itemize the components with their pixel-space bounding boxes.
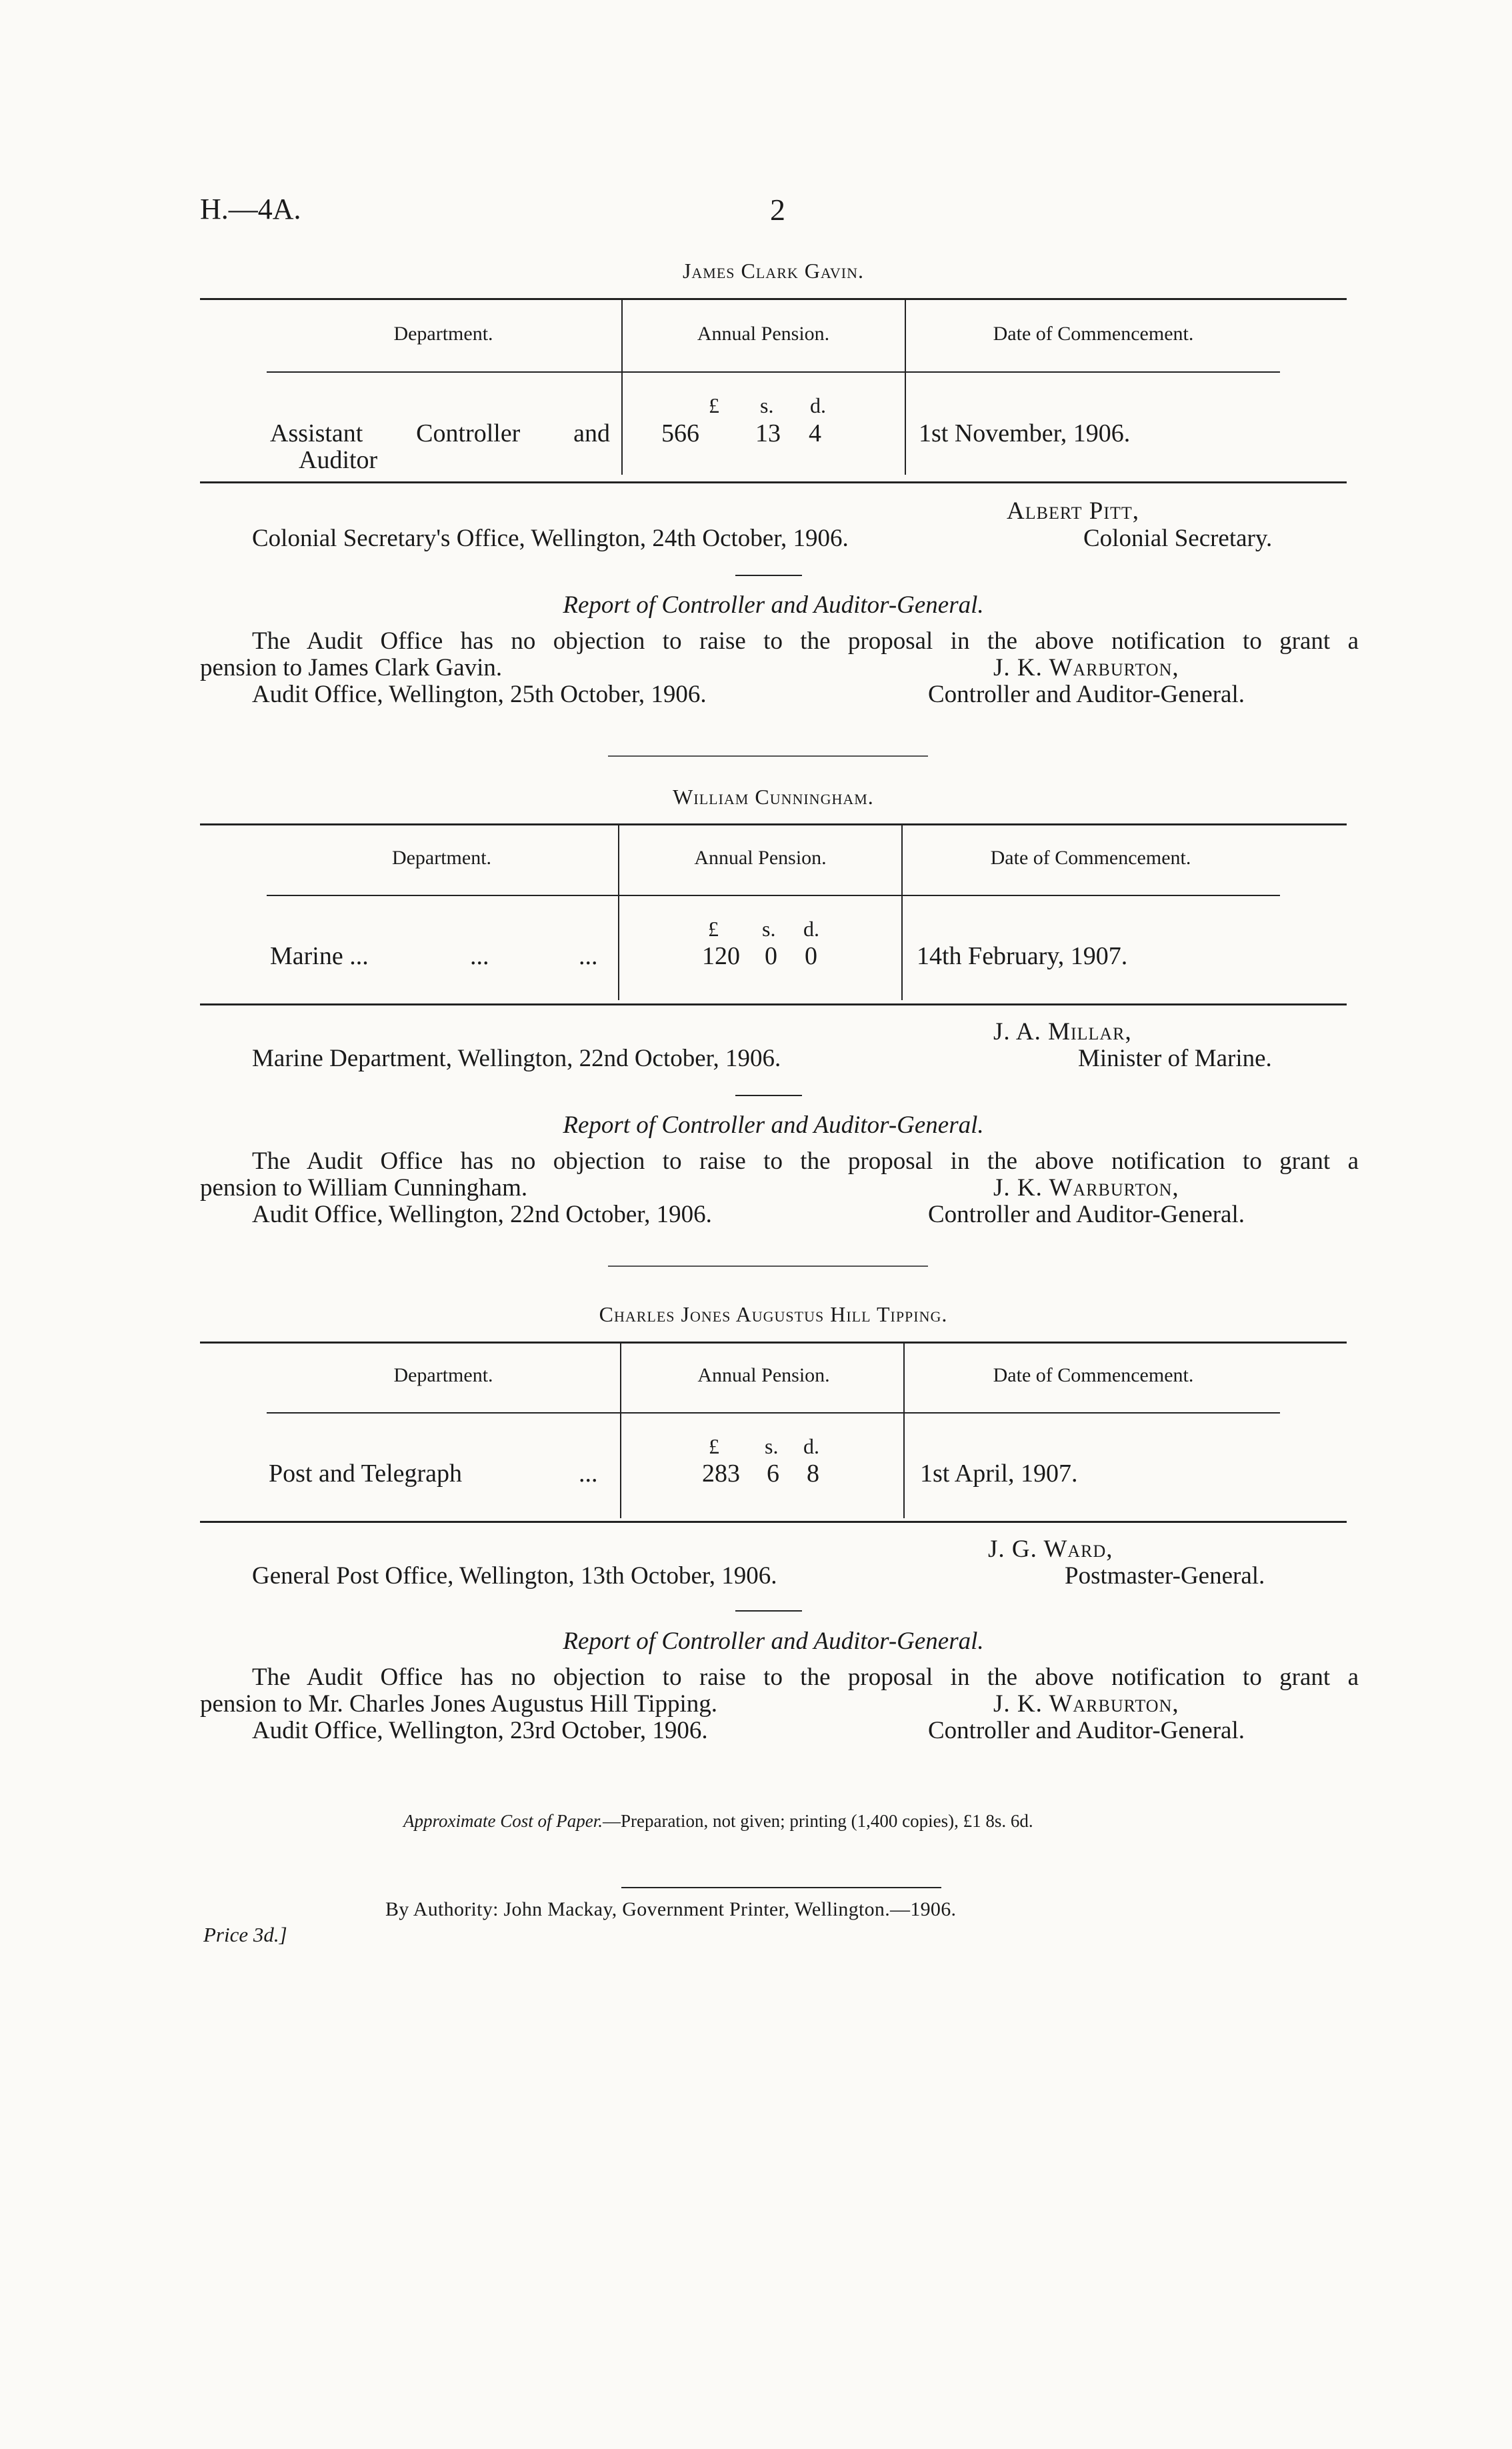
cost-of-paper-text: —Preparation, not given; printing (1,400 copies), £1 8s. 6d. xyxy=(602,1811,1033,1831)
shilling-label: s. xyxy=(760,393,774,417)
pension-pence: 8 xyxy=(807,1460,819,1488)
table-header-rule xyxy=(267,1412,1280,1414)
department-cell-line2: Auditor xyxy=(299,446,378,474)
header-department: Department. xyxy=(393,1364,493,1386)
report-dateline: Audit Office, Wellington, 22nd October, 1906. xyxy=(252,1201,712,1228)
header-annual-pension: Annual Pension. xyxy=(697,323,830,345)
footer-rule xyxy=(621,1887,941,1888)
signatory-title: Colonial Secretary. xyxy=(1083,525,1273,552)
report-title: Report of Controller and Auditor-General. xyxy=(563,591,984,619)
report-body-line1: The Audit Office has no objection to raise to the proposal in the above notification to grant a xyxy=(252,1147,1359,1175)
table-bottom-rule xyxy=(200,1003,1347,1005)
report-signatory: J. K. Warburton, xyxy=(993,1690,1179,1718)
report-dateline: Audit Office, Wellington, 25th October, 1906. xyxy=(252,681,707,708)
report-body-line1: The Audit Office has no objection to raise to the proposal in the above notification to grant a xyxy=(252,1664,1359,1691)
signatory-name: J. A. Millar, xyxy=(993,1018,1132,1045)
printer-authority: By Authority: John Mackay, Government Printer, Wellington.—1906. xyxy=(385,1898,957,1920)
report-body-line2: pension to William Cunningham. xyxy=(200,1174,528,1201)
table-top-rule xyxy=(200,1342,1347,1344)
department-word: Assistant xyxy=(270,419,363,447)
section-divider xyxy=(735,1095,802,1096)
entry-name: James Clark Gavin. xyxy=(682,259,865,283)
shilling-label: s. xyxy=(762,917,776,941)
department-cell: Post and Telegraph xyxy=(269,1460,463,1488)
report-title: Report of Controller and Auditor-General. xyxy=(563,1628,984,1655)
column-divider xyxy=(905,300,906,475)
office-dateline: General Post Office, Wellington, 13th October, 1906. xyxy=(252,1562,777,1590)
office-dateline: Marine Department, Wellington, 22nd October, 1906. xyxy=(252,1045,781,1072)
pound-sign: £ xyxy=(709,1434,719,1458)
table-bottom-rule xyxy=(200,481,1347,483)
pence-label: d. xyxy=(810,393,826,417)
table-header-rule xyxy=(267,895,1280,896)
office-dateline: Colonial Secretary's Office, Wellington, 24th October, 1906. xyxy=(252,525,849,552)
report-signatory: J. K. Warburton, xyxy=(993,654,1179,681)
header-annual-pension: Annual Pension. xyxy=(694,847,827,869)
section-divider xyxy=(735,1610,802,1612)
signatory-name: J. G. Ward, xyxy=(988,1536,1113,1563)
report-dateline: Audit Office, Wellington, 23rd October, 1906. xyxy=(252,1717,708,1744)
department-word: and xyxy=(573,419,610,447)
cost-of-paper-note xyxy=(403,1811,1033,1832)
department-leader-dots: ... xyxy=(579,1460,598,1488)
report-body-line1: The Audit Office has no objection to raise to the proposal in the above notification to grant a xyxy=(252,627,1359,655)
table-top-rule xyxy=(200,823,1347,825)
entry-name: William Cunningham. xyxy=(673,785,874,809)
department-word: Controller xyxy=(416,419,521,447)
header-department: Department. xyxy=(393,323,493,345)
table-header-rule xyxy=(267,371,1280,373)
pension-pounds: 120 xyxy=(702,942,740,970)
pound-sign: £ xyxy=(708,917,719,941)
entry-separator xyxy=(608,1266,928,1267)
department-cell: Marine ... xyxy=(270,942,369,970)
pension-shillings: 0 xyxy=(765,942,777,970)
column-divider xyxy=(901,825,903,1000)
column-divider xyxy=(620,1344,621,1518)
header-date: Date of Commencement. xyxy=(993,323,1194,345)
report-body-line2: pension to Mr. Charles Jones Augustus Hill Tipping. xyxy=(200,1690,718,1718)
entry-name: Charles Jones Augustus Hill Tipping. xyxy=(599,1302,948,1326)
shilling-label: s. xyxy=(765,1434,779,1458)
report-signatory-title: Controller and Auditor-General. xyxy=(928,1717,1245,1744)
column-divider xyxy=(903,1344,905,1518)
header-annual-pension: Annual Pension. xyxy=(697,1364,830,1386)
price-note: Price 3d.] xyxy=(203,1923,287,1946)
header-date: Date of Commencement. xyxy=(993,1364,1194,1386)
pension-pence: 0 xyxy=(805,942,817,970)
commencement-date: 14th February, 1907. xyxy=(917,942,1128,970)
entry-separator xyxy=(608,755,928,757)
report-body-line2: pension to James Clark Gavin. xyxy=(200,654,503,681)
commencement-date: 1st November, 1906. xyxy=(919,419,1131,447)
header-department: Department. xyxy=(391,847,492,869)
pension-pounds: 566 xyxy=(661,419,699,447)
pound-sign: £ xyxy=(709,393,719,417)
report-signatory: J. K. Warburton, xyxy=(993,1174,1179,1201)
department-leader-dots: ... xyxy=(470,942,489,970)
page-reference: H.—4A. xyxy=(200,193,301,225)
pension-pounds: 283 xyxy=(702,1460,740,1488)
signatory-title: Postmaster-General. xyxy=(1065,1562,1265,1590)
department-cell xyxy=(270,419,610,448)
commencement-date: 1st April, 1907. xyxy=(920,1460,1078,1488)
section-divider xyxy=(735,575,802,576)
department-leader-dots: ... xyxy=(579,942,598,970)
pension-shillings: 13 xyxy=(755,419,781,447)
pence-label: d. xyxy=(803,1434,819,1458)
column-divider xyxy=(618,825,619,1000)
pence-label: d. xyxy=(803,917,819,941)
column-divider xyxy=(621,300,623,475)
report-signatory-title: Controller and Auditor-General. xyxy=(928,681,1245,708)
signatory-name: Albert Pitt, xyxy=(1007,497,1139,525)
cost-of-paper-label: Approximate Cost of Paper. xyxy=(403,1811,603,1831)
page-number: 2 xyxy=(770,193,785,227)
table-bottom-rule xyxy=(200,1521,1347,1523)
header-date: Date of Commencement. xyxy=(990,847,1191,869)
signatory-title: Minister of Marine. xyxy=(1078,1045,1272,1072)
report-signatory-title: Controller and Auditor-General. xyxy=(928,1201,1245,1228)
pension-shillings: 6 xyxy=(767,1460,779,1488)
table-top-rule xyxy=(200,298,1347,300)
pension-pence: 4 xyxy=(809,419,821,447)
report-title: Report of Controller and Auditor-General. xyxy=(563,1111,984,1139)
